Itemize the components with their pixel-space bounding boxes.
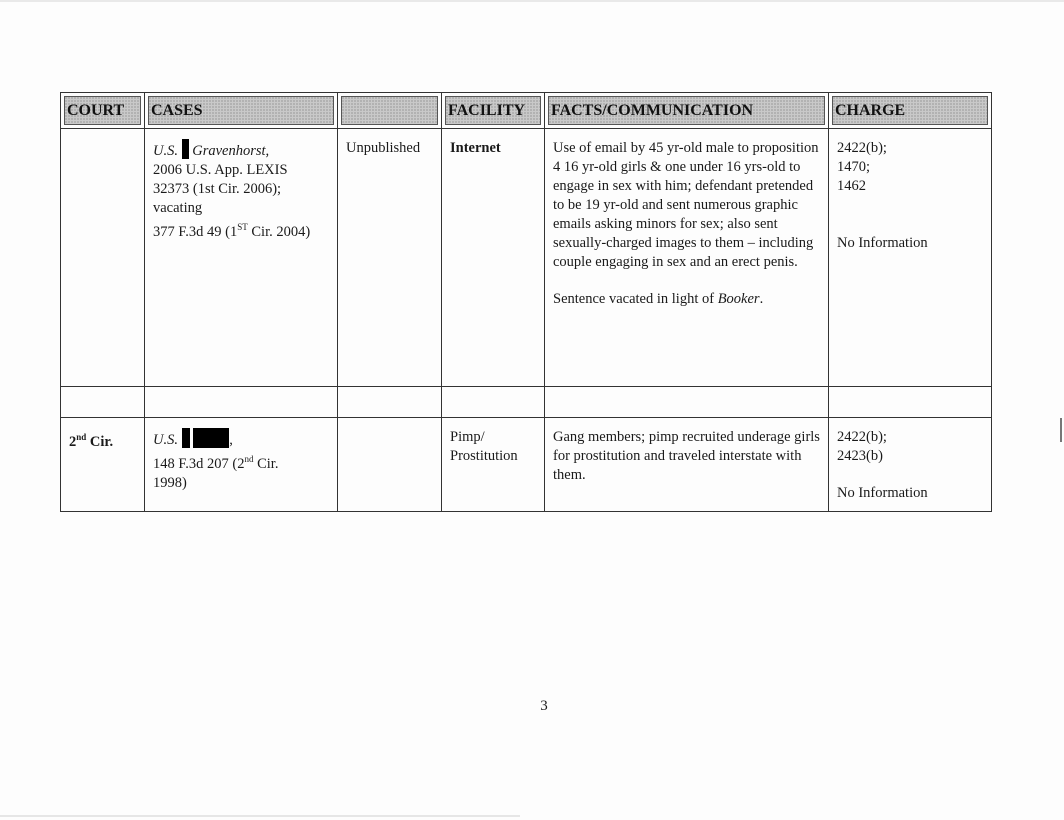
header-facility: FACILITY	[442, 93, 545, 129]
facts-note-text: .	[759, 291, 764, 307]
court-text: Cir.	[86, 433, 114, 450]
case-title	[153, 139, 331, 161]
header-blank	[338, 93, 442, 129]
facts-cell	[545, 129, 829, 387]
facts-text: Use of email by 45 yr-old male to proposition 4 16 yr-old girls & one under 16 yrs-old to engage in sex with him; defendant pretended to be 19 yr-old and sent numerous graphic emails asking minors for sex; also sent sexually-charged images to them – including couple engaging in sex and an erect penis.	[553, 140, 819, 270]
case-citation: vacating	[153, 200, 203, 216]
scan-edge-top	[0, 0, 1064, 2]
charge-code: 2422(b);	[837, 429, 887, 445]
scan-edge-mark	[1060, 418, 1062, 442]
charge-code: 2423(b)	[837, 448, 883, 464]
table-row	[61, 129, 992, 387]
charge-code: 1462	[837, 178, 866, 194]
court-text: 2	[69, 433, 77, 450]
case-prefix: U.S.	[153, 432, 178, 448]
facts-cell	[545, 418, 829, 512]
facts-text: Gang members; pimp recruited underage girls for prostitution and traveled interstate with them.	[553, 429, 820, 483]
scan-edge-bottom	[0, 815, 520, 817]
charge-code: 1470;	[837, 159, 871, 175]
court-superscript: nd	[76, 432, 87, 442]
case-citation: 32373 (1st Cir. 2006);	[153, 181, 282, 197]
case-citation	[153, 450, 331, 474]
cite-superscript: ST	[237, 222, 248, 232]
header-charge: CHARGE	[829, 93, 992, 129]
case-cell	[145, 129, 338, 387]
status-cell	[338, 418, 442, 512]
facility-line: Prostitution	[450, 448, 518, 464]
case-title	[153, 428, 331, 450]
facility-cell: Internet	[442, 129, 545, 387]
case-citation	[153, 218, 331, 242]
facts-note-italic: Booker	[717, 291, 760, 307]
facility-cell	[442, 418, 545, 512]
empty-row	[61, 387, 992, 418]
facts-note-text: Sentence vacated in light of	[553, 291, 718, 307]
cite-text: 377 F.3d 49 (1	[153, 223, 238, 240]
header-row	[61, 93, 992, 129]
case-prefix: U.S.	[153, 143, 178, 159]
cite-text: 148 F.3d 207 (2	[153, 455, 245, 472]
cite-text: Cir. 2004)	[247, 223, 311, 240]
charge-cell	[829, 129, 992, 387]
charge-note: No Information	[837, 485, 928, 501]
court-cell	[61, 418, 145, 512]
redaction-bar	[182, 139, 189, 159]
charge-cell	[829, 418, 992, 512]
case-citation: 2006 U.S. App. LEXIS	[153, 162, 288, 178]
header-facts: FACTS/COMMUNICATION	[545, 93, 829, 129]
court-cell	[61, 129, 145, 387]
case-citation: 1998)	[153, 474, 187, 491]
facts-note	[553, 290, 822, 309]
charge-code: 2422(b);	[837, 140, 887, 156]
cite-text: Cir.	[253, 455, 279, 472]
table-row	[61, 418, 992, 512]
case-name: Gravenhorst,	[192, 143, 270, 159]
charge-note: No Information	[837, 235, 928, 251]
header-cases: CASES	[145, 93, 338, 129]
case-cell	[145, 418, 338, 512]
status-cell: Unpublished	[338, 129, 442, 387]
header-court: COURT	[61, 93, 145, 129]
redaction-bar	[182, 428, 190, 448]
case-table	[60, 92, 992, 512]
case-name-trail: ,	[229, 432, 233, 448]
cite-superscript: nd	[244, 454, 254, 464]
page-number: 3	[540, 698, 548, 714]
redaction-bar	[193, 428, 229, 448]
facility-line: Pimp/	[450, 429, 485, 445]
